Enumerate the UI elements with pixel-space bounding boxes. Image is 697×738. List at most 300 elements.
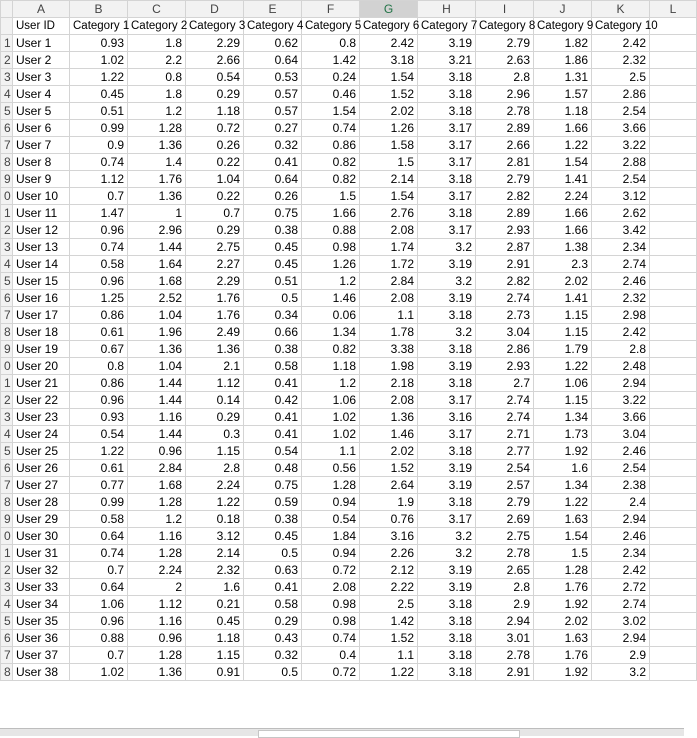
value-cell[interactable]: 1.02 — [70, 664, 128, 681]
value-cell[interactable]: 0.64 — [70, 528, 128, 545]
header-cell[interactable]: Category 7 — [418, 18, 476, 35]
value-cell[interactable]: 1.28 — [534, 562, 592, 579]
row-header[interactable]: 4 — [1, 596, 13, 613]
value-cell[interactable]: 1.54 — [534, 154, 592, 171]
value-cell[interactable]: 0.86 — [302, 137, 360, 154]
value-cell[interactable]: 0.41 — [244, 579, 302, 596]
value-cell[interactable]: 1.12 — [70, 171, 128, 188]
value-cell[interactable]: 1.16 — [128, 528, 186, 545]
value-cell[interactable]: 1.15 — [534, 307, 592, 324]
value-cell[interactable]: 3.18 — [418, 103, 476, 120]
value-cell[interactable]: 0.75 — [244, 477, 302, 494]
value-cell[interactable]: 0.96 — [70, 222, 128, 239]
value-cell[interactable]: 2.26 — [360, 545, 418, 562]
row-header[interactable]: 8 — [1, 324, 13, 341]
value-cell[interactable]: 0.5 — [244, 545, 302, 562]
value-cell[interactable]: 0.7 — [70, 562, 128, 579]
value-cell[interactable]: 0.7 — [70, 647, 128, 664]
value-cell[interactable]: 2.93 — [476, 222, 534, 239]
row-header[interactable]: 5 — [1, 443, 13, 460]
value-cell[interactable]: 1.63 — [534, 630, 592, 647]
value-cell[interactable]: 0.58 — [244, 358, 302, 375]
value-cell[interactable]: 1.28 — [302, 477, 360, 494]
value-cell[interactable] — [650, 392, 697, 409]
value-cell[interactable]: 3.66 — [592, 409, 650, 426]
value-cell[interactable]: 0.42 — [244, 392, 302, 409]
user-id-cell[interactable]: User 7 — [13, 137, 70, 154]
value-cell[interactable]: 0.8 — [128, 69, 186, 86]
horizontal-scrollbar[interactable] — [0, 728, 684, 736]
value-cell[interactable]: 2.86 — [476, 341, 534, 358]
value-cell[interactable]: 2.4 — [592, 494, 650, 511]
value-cell[interactable]: 2.84 — [360, 273, 418, 290]
value-cell[interactable]: 2.71 — [476, 426, 534, 443]
user-id-cell[interactable]: User 26 — [13, 460, 70, 477]
value-cell[interactable]: 1.16 — [128, 409, 186, 426]
value-cell[interactable]: 0.45 — [70, 86, 128, 103]
user-id-cell[interactable]: User 19 — [13, 341, 70, 358]
value-cell[interactable]: 2.5 — [592, 69, 650, 86]
value-cell[interactable] — [650, 358, 697, 375]
header-cell[interactable]: Category 4 — [244, 18, 302, 35]
header-cell[interactable]: Category 3 — [186, 18, 244, 35]
column-header-k[interactable]: K — [592, 1, 650, 18]
value-cell[interactable]: 3.18 — [360, 52, 418, 69]
value-cell[interactable]: 2.12 — [360, 562, 418, 579]
value-cell[interactable]: 3.2 — [418, 528, 476, 545]
value-cell[interactable]: 2.18 — [360, 375, 418, 392]
row-header[interactable]: 5 — [1, 273, 13, 290]
value-cell[interactable]: 1.92 — [534, 443, 592, 460]
value-cell[interactable]: 0.66 — [244, 324, 302, 341]
user-id-cell[interactable]: User 24 — [13, 426, 70, 443]
value-cell[interactable]: 1.41 — [534, 171, 592, 188]
value-cell[interactable]: 1.31 — [534, 69, 592, 86]
value-cell[interactable]: 1.04 — [128, 307, 186, 324]
value-cell[interactable] — [650, 579, 697, 596]
value-cell[interactable]: 2.79 — [476, 494, 534, 511]
value-cell[interactable]: 0.26 — [244, 188, 302, 205]
value-cell[interactable]: 2.73 — [476, 307, 534, 324]
value-cell[interactable]: 3.18 — [418, 375, 476, 392]
value-cell[interactable]: 2.08 — [360, 222, 418, 239]
user-id-cell[interactable]: User 28 — [13, 494, 70, 511]
value-cell[interactable]: 0.46 — [302, 86, 360, 103]
value-cell[interactable] — [650, 290, 697, 307]
value-cell[interactable]: 2.78 — [476, 545, 534, 562]
value-cell[interactable]: 2.32 — [592, 290, 650, 307]
value-cell[interactable]: 2.24 — [186, 477, 244, 494]
value-cell[interactable]: 0.72 — [302, 562, 360, 579]
value-cell[interactable]: 0.32 — [244, 647, 302, 664]
value-cell[interactable]: 0.99 — [70, 120, 128, 137]
value-cell[interactable]: 0.41 — [244, 426, 302, 443]
value-cell[interactable]: 1.78 — [360, 324, 418, 341]
value-cell[interactable]: 2.78 — [476, 103, 534, 120]
user-id-cell[interactable]: User 5 — [13, 103, 70, 120]
value-cell[interactable]: 2.74 — [592, 256, 650, 273]
select-all-corner[interactable] — [1, 1, 13, 18]
value-cell[interactable]: 2.9 — [592, 647, 650, 664]
column-header-e[interactable]: E — [244, 1, 302, 18]
value-cell[interactable]: 3.12 — [592, 188, 650, 205]
value-cell[interactable]: 2.27 — [186, 256, 244, 273]
value-cell[interactable]: 1.68 — [128, 273, 186, 290]
row-header[interactable]: 8 — [1, 154, 13, 171]
value-cell[interactable]: 1.46 — [360, 426, 418, 443]
value-cell[interactable]: 3.17 — [418, 120, 476, 137]
value-cell[interactable]: 1.41 — [534, 290, 592, 307]
value-cell[interactable]: 1.2 — [302, 375, 360, 392]
value-cell[interactable]: 1.04 — [128, 358, 186, 375]
value-cell[interactable]: 3.18 — [418, 664, 476, 681]
value-cell[interactable]: 0.41 — [244, 154, 302, 171]
value-cell[interactable] — [650, 69, 697, 86]
value-cell[interactable]: 2.52 — [128, 290, 186, 307]
value-cell[interactable]: 0.96 — [70, 392, 128, 409]
value-cell[interactable]: 2.82 — [476, 273, 534, 290]
user-id-cell[interactable]: User 10 — [13, 188, 70, 205]
value-cell[interactable]: 1.52 — [360, 460, 418, 477]
value-cell[interactable]: 3.04 — [476, 324, 534, 341]
value-cell[interactable]: 0.86 — [70, 307, 128, 324]
value-cell[interactable]: 2.54 — [592, 171, 650, 188]
value-cell[interactable]: 2.54 — [592, 103, 650, 120]
value-cell[interactable]: 1.28 — [128, 494, 186, 511]
value-cell[interactable]: 1.18 — [186, 103, 244, 120]
value-cell[interactable]: 0.91 — [186, 664, 244, 681]
value-cell[interactable]: 3.19 — [418, 256, 476, 273]
column-header-i[interactable]: I — [476, 1, 534, 18]
value-cell[interactable]: 1.47 — [70, 205, 128, 222]
value-cell[interactable]: 2.42 — [592, 35, 650, 52]
value-cell[interactable]: 2.86 — [592, 86, 650, 103]
row-header[interactable]: 4 — [1, 426, 13, 443]
user-id-cell[interactable]: User 1 — [13, 35, 70, 52]
value-cell[interactable]: 1.86 — [534, 52, 592, 69]
value-cell[interactable]: 2.79 — [476, 35, 534, 52]
value-cell[interactable]: 0.96 — [128, 630, 186, 647]
value-cell[interactable]: 0.34 — [244, 307, 302, 324]
user-id-cell[interactable]: User 13 — [13, 239, 70, 256]
value-cell[interactable]: 0.57 — [244, 86, 302, 103]
value-cell[interactable]: 1.8 — [128, 86, 186, 103]
value-cell[interactable]: 3.19 — [418, 358, 476, 375]
value-cell[interactable]: 3.2 — [592, 664, 650, 681]
value-cell[interactable]: 1.54 — [302, 103, 360, 120]
value-cell[interactable]: 2.8 — [476, 579, 534, 596]
value-cell[interactable]: 1.46 — [302, 290, 360, 307]
row-header[interactable]: 1 — [1, 35, 13, 52]
value-cell[interactable]: 1.22 — [534, 137, 592, 154]
value-cell[interactable] — [650, 52, 697, 69]
value-cell[interactable]: 1.22 — [70, 69, 128, 86]
value-cell[interactable]: 1.36 — [360, 409, 418, 426]
value-cell[interactable]: 1.15 — [186, 647, 244, 664]
value-cell[interactable]: 1.5 — [360, 154, 418, 171]
value-cell[interactable]: 0.45 — [244, 528, 302, 545]
value-cell[interactable]: 2.8 — [592, 341, 650, 358]
value-cell[interactable]: 1.76 — [186, 290, 244, 307]
value-cell[interactable] — [650, 409, 697, 426]
value-cell[interactable]: 0.74 — [70, 545, 128, 562]
value-cell[interactable]: 2.02 — [360, 443, 418, 460]
value-cell[interactable]: 2.96 — [476, 86, 534, 103]
value-cell[interactable]: 1.02 — [70, 52, 128, 69]
value-cell[interactable]: 3.2 — [418, 324, 476, 341]
value-cell[interactable]: 0.9 — [70, 137, 128, 154]
value-cell[interactable]: 2.08 — [302, 579, 360, 596]
value-cell[interactable]: 2.94 — [476, 613, 534, 630]
value-cell[interactable]: 0.29 — [186, 86, 244, 103]
value-cell[interactable]: 0.29 — [186, 409, 244, 426]
value-cell[interactable]: 2.46 — [592, 273, 650, 290]
value-cell[interactable] — [650, 562, 697, 579]
value-cell[interactable]: 1.1 — [302, 443, 360, 460]
value-cell[interactable]: 3.66 — [592, 120, 650, 137]
header-cell[interactable]: User ID — [13, 18, 70, 35]
user-id-cell[interactable]: User 15 — [13, 273, 70, 290]
row-header[interactable]: 1 — [1, 205, 13, 222]
value-cell[interactable]: 0.58 — [70, 511, 128, 528]
value-cell[interactable]: 1.36 — [128, 137, 186, 154]
value-cell[interactable]: 0.3 — [186, 426, 244, 443]
value-cell[interactable]: 0.82 — [302, 154, 360, 171]
value-cell[interactable]: 0.99 — [70, 494, 128, 511]
row-header[interactable]: 6 — [1, 630, 13, 647]
value-cell[interactable]: 2.88 — [592, 154, 650, 171]
value-cell[interactable]: 1.15 — [534, 392, 592, 409]
value-cell[interactable]: 1.06 — [70, 596, 128, 613]
value-cell[interactable]: 1.42 — [360, 613, 418, 630]
value-cell[interactable]: 3.2 — [418, 239, 476, 256]
value-cell[interactable]: 1.34 — [534, 477, 592, 494]
row-header[interactable]: 9 — [1, 341, 13, 358]
value-cell[interactable] — [650, 341, 697, 358]
value-cell[interactable]: 0.88 — [70, 630, 128, 647]
user-id-cell[interactable]: User 2 — [13, 52, 70, 69]
value-cell[interactable]: 0.7 — [70, 188, 128, 205]
value-cell[interactable]: 1.18 — [302, 358, 360, 375]
value-cell[interactable]: 3.18 — [418, 86, 476, 103]
value-cell[interactable]: 0.98 — [302, 613, 360, 630]
value-cell[interactable]: 1.72 — [360, 256, 418, 273]
value-cell[interactable]: 2.42 — [360, 35, 418, 52]
value-cell[interactable]: 2.65 — [476, 562, 534, 579]
row-header[interactable]: 9 — [1, 511, 13, 528]
value-cell[interactable] — [650, 613, 697, 630]
row-header[interactable]: 5 — [1, 613, 13, 630]
value-cell[interactable]: 1.06 — [534, 375, 592, 392]
user-id-cell[interactable]: User 31 — [13, 545, 70, 562]
value-cell[interactable]: 2.02 — [534, 273, 592, 290]
value-cell[interactable]: 3.19 — [418, 562, 476, 579]
value-cell[interactable]: 1.54 — [360, 188, 418, 205]
value-cell[interactable]: 0.64 — [244, 52, 302, 69]
row-header[interactable]: 4 — [1, 256, 13, 273]
value-cell[interactable]: 1.6 — [534, 460, 592, 477]
value-cell[interactable] — [650, 528, 697, 545]
value-cell[interactable]: 2.54 — [592, 460, 650, 477]
value-cell[interactable]: 1.22 — [186, 494, 244, 511]
value-cell[interactable]: 2.57 — [476, 477, 534, 494]
value-cell[interactable]: 1.36 — [186, 341, 244, 358]
value-cell[interactable]: 2.89 — [476, 120, 534, 137]
value-cell[interactable]: 1.58 — [360, 137, 418, 154]
value-cell[interactable]: 0.64 — [70, 579, 128, 596]
value-cell[interactable]: 0.54 — [244, 443, 302, 460]
value-cell[interactable]: 1.66 — [534, 222, 592, 239]
value-cell[interactable]: 0.45 — [186, 613, 244, 630]
value-cell[interactable]: 0.24 — [302, 69, 360, 86]
value-cell[interactable]: 0.75 — [244, 205, 302, 222]
value-cell[interactable]: 0.98 — [302, 596, 360, 613]
user-id-cell[interactable]: User 37 — [13, 647, 70, 664]
row-header[interactable]: 7 — [1, 647, 13, 664]
value-cell[interactable]: 3.42 — [592, 222, 650, 239]
value-cell[interactable]: 2.08 — [360, 392, 418, 409]
value-cell[interactable]: 2.84 — [128, 460, 186, 477]
value-cell[interactable]: 3.18 — [418, 647, 476, 664]
value-cell[interactable]: 2.29 — [186, 273, 244, 290]
value-cell[interactable]: 1.2 — [128, 103, 186, 120]
value-cell[interactable] — [650, 596, 697, 613]
value-cell[interactable]: 1.1 — [360, 307, 418, 324]
value-cell[interactable]: 0.7 — [186, 205, 244, 222]
value-cell[interactable] — [650, 460, 697, 477]
value-cell[interactable]: 1.66 — [302, 205, 360, 222]
value-cell[interactable]: 1.68 — [128, 477, 186, 494]
value-cell[interactable] — [650, 426, 697, 443]
user-id-cell[interactable]: User 23 — [13, 409, 70, 426]
value-cell[interactable]: 2.96 — [128, 222, 186, 239]
value-cell[interactable]: 1.4 — [128, 154, 186, 171]
value-cell[interactable]: 1.44 — [128, 375, 186, 392]
value-cell[interactable]: 0.61 — [70, 324, 128, 341]
value-cell[interactable]: 2.91 — [476, 256, 534, 273]
value-cell[interactable]: 2.74 — [592, 596, 650, 613]
value-cell[interactable]: 1.26 — [302, 256, 360, 273]
row-header[interactable]: 0 — [1, 528, 13, 545]
value-cell[interactable]: 0.32 — [244, 137, 302, 154]
value-cell[interactable]: 0.51 — [244, 273, 302, 290]
value-cell[interactable]: 3.19 — [418, 460, 476, 477]
value-cell[interactable]: 0.96 — [70, 613, 128, 630]
value-cell[interactable]: 0.72 — [302, 664, 360, 681]
value-cell[interactable]: 1.18 — [186, 630, 244, 647]
value-cell[interactable]: 0.74 — [70, 154, 128, 171]
value-cell[interactable]: 3.18 — [418, 307, 476, 324]
value-cell[interactable]: 1.5 — [302, 188, 360, 205]
value-cell[interactable]: 0.74 — [70, 239, 128, 256]
value-cell[interactable]: 3.04 — [592, 426, 650, 443]
row-header[interactable]: 2 — [1, 222, 13, 239]
user-id-cell[interactable]: User 27 — [13, 477, 70, 494]
value-cell[interactable]: 0.06 — [302, 307, 360, 324]
value-cell[interactable]: 2.94 — [592, 630, 650, 647]
value-cell[interactable]: 2.46 — [592, 528, 650, 545]
value-cell[interactable]: 0.82 — [302, 171, 360, 188]
value-cell[interactable]: 2.87 — [476, 239, 534, 256]
value-cell[interactable]: 0.45 — [244, 256, 302, 273]
value-cell[interactable]: 0.86 — [70, 375, 128, 392]
row-header[interactable]: 0 — [1, 358, 13, 375]
value-cell[interactable]: 3.22 — [592, 392, 650, 409]
value-cell[interactable]: 1.15 — [186, 443, 244, 460]
value-cell[interactable]: 0.38 — [244, 341, 302, 358]
column-header-j[interactable]: J — [534, 1, 592, 18]
value-cell[interactable]: 1.64 — [128, 256, 186, 273]
value-cell[interactable]: 0.67 — [70, 341, 128, 358]
value-cell[interactable]: 0.57 — [244, 103, 302, 120]
user-id-cell[interactable]: User 8 — [13, 154, 70, 171]
value-cell[interactable]: 2.34 — [592, 239, 650, 256]
user-id-cell[interactable]: User 38 — [13, 664, 70, 681]
value-cell[interactable]: 1.52 — [360, 630, 418, 647]
value-cell[interactable]: 0.29 — [244, 613, 302, 630]
value-cell[interactable]: 1.98 — [360, 358, 418, 375]
value-cell[interactable]: 2.22 — [360, 579, 418, 596]
value-cell[interactable]: 3.18 — [418, 171, 476, 188]
row-header[interactable]: 2 — [1, 52, 13, 69]
value-cell[interactable]: 3.18 — [418, 613, 476, 630]
value-cell[interactable]: 1.34 — [534, 409, 592, 426]
value-cell[interactable]: 1.54 — [360, 69, 418, 86]
value-cell[interactable]: 1.8 — [128, 35, 186, 52]
value-cell[interactable]: 1.2 — [302, 273, 360, 290]
value-cell[interactable] — [650, 545, 697, 562]
row-header[interactable]: 7 — [1, 477, 13, 494]
value-cell[interactable]: 1.92 — [534, 664, 592, 681]
user-id-cell[interactable]: User 22 — [13, 392, 70, 409]
value-cell[interactable]: 3.17 — [418, 392, 476, 409]
value-cell[interactable]: 1.82 — [534, 35, 592, 52]
value-cell[interactable]: 0.53 — [244, 69, 302, 86]
value-cell[interactable]: 2.77 — [476, 443, 534, 460]
row-header[interactable]: 3 — [1, 579, 13, 596]
value-cell[interactable]: 0.76 — [360, 511, 418, 528]
value-cell[interactable]: 2.89 — [476, 205, 534, 222]
value-cell[interactable]: 0.61 — [70, 460, 128, 477]
value-cell[interactable]: 2.24 — [534, 188, 592, 205]
value-cell[interactable]: 2.54 — [476, 460, 534, 477]
value-cell[interactable]: 1.36 — [128, 188, 186, 205]
user-id-cell[interactable]: User 34 — [13, 596, 70, 613]
user-id-cell[interactable]: User 35 — [13, 613, 70, 630]
user-id-cell[interactable]: User 30 — [13, 528, 70, 545]
value-cell[interactable]: 3.18 — [418, 443, 476, 460]
value-cell[interactable] — [650, 494, 697, 511]
value-cell[interactable]: 2.49 — [186, 324, 244, 341]
value-cell[interactable]: 2.81 — [476, 154, 534, 171]
value-cell[interactable]: 2.9 — [476, 596, 534, 613]
value-cell[interactable]: 0.8 — [302, 35, 360, 52]
value-cell[interactable]: 3.18 — [418, 596, 476, 613]
value-cell[interactable]: 2.5 — [360, 596, 418, 613]
value-cell[interactable]: 1.36 — [128, 664, 186, 681]
value-cell[interactable]: 0.22 — [186, 188, 244, 205]
value-cell[interactable]: 2.74 — [476, 290, 534, 307]
value-cell[interactable] — [650, 630, 697, 647]
value-cell[interactable]: 3.2 — [418, 545, 476, 562]
value-cell[interactable] — [650, 103, 697, 120]
row-header[interactable]: 3 — [1, 69, 13, 86]
value-cell[interactable]: 1.84 — [302, 528, 360, 545]
value-cell[interactable] — [650, 35, 697, 52]
value-cell[interactable] — [650, 273, 697, 290]
value-cell[interactable] — [650, 664, 697, 681]
value-cell[interactable]: 2.91 — [476, 664, 534, 681]
